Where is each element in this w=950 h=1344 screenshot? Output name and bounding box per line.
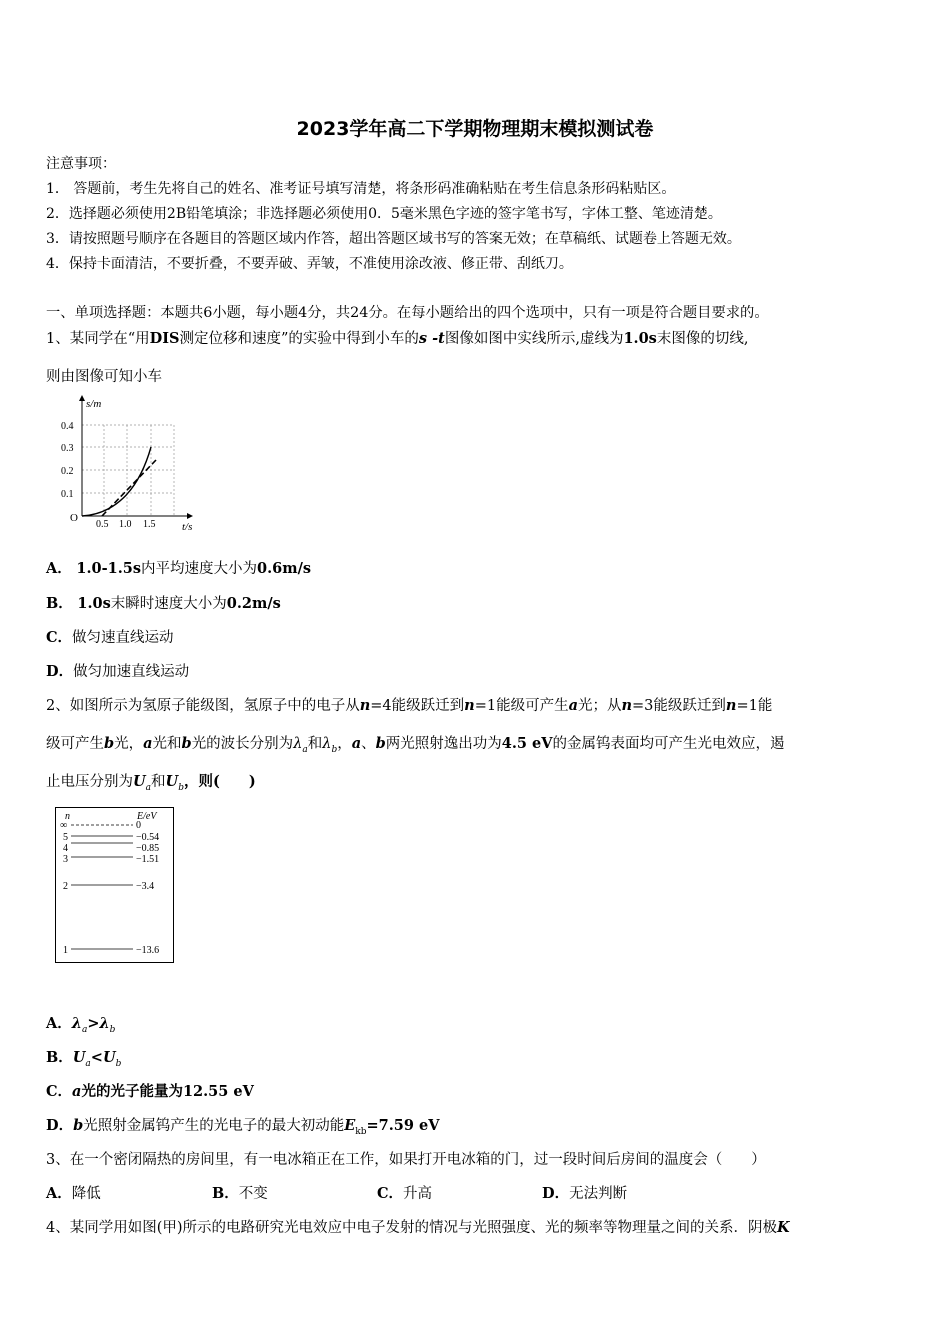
- q2-stem-line2: [46, 732, 785, 755]
- q1-text: 末图像的切线,: [656, 331, 749, 347]
- notice-item: 4．保持卡面清洁，不要折叠，不要弄破、弄皱，不准使用涂改液、修正带、刮纸刀。: [46, 256, 573, 272]
- option-letter: C．: [377, 1185, 404, 1202]
- q2-level-n: 2: [63, 881, 68, 892]
- q3-option-d: [542, 1182, 627, 1203]
- q1-stem-line2: 则由图像可知小车: [46, 369, 162, 385]
- q2-n-label: n: [65, 811, 70, 822]
- option-var: U: [72, 1049, 86, 1066]
- q1-st-curve: [82, 447, 151, 516]
- notice-item: 3．请按照题号顺序在各题目的答题区域内作答，超出答题区域书写的答案无效；在草稿纸、试题卷上答题无效。: [46, 231, 741, 247]
- option-letter: A．: [46, 1185, 72, 1202]
- q1-tangent-line: [102, 460, 156, 516]
- q2-level-n: ∞: [60, 820, 68, 831]
- q1-option-d: [46, 660, 189, 681]
- q2-text: =4能级跃迁到: [370, 698, 465, 714]
- q1-text: 1、某同学在“用: [46, 331, 150, 347]
- q1-text: 测定位移和速度”的实验中得到小车的: [179, 331, 419, 347]
- q2-text: 止电压分别为: [46, 774, 133, 790]
- q2-text: ，: [337, 736, 352, 752]
- q2-value: 4.5 eV: [501, 735, 553, 752]
- q2-var: λ: [322, 736, 332, 752]
- q4-stem: [46, 1216, 790, 1237]
- q1-option-c: [46, 626, 174, 647]
- option-text: 不变: [238, 1186, 268, 1202]
- q2-text: 的金属钨表面均可产生光电效应，遏: [552, 736, 785, 752]
- q2-var: U: [133, 773, 146, 790]
- option-var: a: [72, 1083, 82, 1100]
- option-letter: B．: [46, 595, 73, 612]
- q1-origin: O: [70, 512, 78, 524]
- q2-level-e: −0.85: [136, 843, 160, 854]
- q2-var: λ: [293, 736, 303, 752]
- option-text: 光照射金属钨产生的光电子的最大初动能: [83, 1118, 345, 1134]
- option-letter: D．: [46, 1117, 74, 1134]
- q2-var: b: [375, 735, 386, 752]
- option-sub: a: [85, 1058, 91, 1069]
- q2-var: a: [351, 735, 362, 752]
- q2-energy-level-diagram: [55, 807, 175, 965]
- q1-option-b: [46, 592, 281, 613]
- option-text: 光的光子能量为12.55 eV: [81, 1083, 254, 1100]
- q1-ytick: 0.1: [61, 489, 74, 500]
- q2-level-e: −13.6: [136, 945, 160, 956]
- q2-text: 和: [151, 774, 166, 790]
- q2-text: 级可产生: [46, 736, 104, 752]
- q2-stem-line3: [46, 770, 256, 793]
- option-var: λ: [71, 1015, 82, 1032]
- notice-item: 2．选择题必须使用2B铅笔填涂；非选择题必须使用0．5毫米黑色字迹的签字笔书写，字体工整、笔迹清楚。: [46, 206, 722, 222]
- q2-var: a: [143, 735, 153, 752]
- notice-heading: 注意事项：: [46, 156, 116, 172]
- option-var: E: [344, 1117, 356, 1134]
- q1-st: s -t: [418, 330, 445, 347]
- option-letter: A．: [46, 560, 72, 577]
- q1-ytick: 0.3: [61, 443, 74, 454]
- q2-text: 光；从: [577, 698, 622, 714]
- option-letter: C．: [46, 1083, 73, 1100]
- q2-sub: b: [331, 744, 338, 755]
- q2-level-e: −1.51: [136, 854, 160, 865]
- option-sub: a: [81, 1024, 88, 1035]
- q4-var: K: [777, 1219, 790, 1236]
- q2-text: ，则( ): [183, 773, 256, 790]
- q2-text: 、: [361, 736, 376, 752]
- q2-level-e: −0.54: [136, 832, 160, 843]
- option-letter: C．: [46, 629, 73, 646]
- q2-sub: a: [145, 782, 152, 793]
- q2-stem-line1: [46, 694, 772, 715]
- q1-time: 1.0s: [623, 330, 657, 347]
- option-var: >λ: [87, 1015, 110, 1032]
- q1-xlabel: t/s: [182, 521, 193, 533]
- option-text: =7.59 eV: [366, 1117, 440, 1134]
- option-letter: A．: [46, 1015, 72, 1032]
- notice-item: 1． 答题前，考生先将自己的姓名、准考证号填写清楚，将条形码准确粘贴在考生信息条形码粘贴区。: [46, 181, 676, 197]
- option-text: 做匀速直线运动: [72, 630, 174, 646]
- q2-level-n: 5: [63, 832, 68, 843]
- q1-xtick: 1.5: [143, 519, 156, 530]
- q1-option-a: [46, 557, 311, 578]
- q2-var: a: [568, 697, 578, 714]
- q2-level-n: 4: [63, 843, 68, 854]
- q3-option-b: [212, 1182, 268, 1203]
- q4-text: 4、某同学用如图(甲)所示的电路研究光电效应中电子发射的情况与光照强度、光的频率等物理量之间的关系．阴极: [46, 1220, 778, 1236]
- q1-st-graph: [58, 393, 198, 533]
- q1-stem-line1: [46, 327, 748, 348]
- q1-ylabel: s/m: [86, 398, 102, 410]
- q2-option-d: [46, 1114, 440, 1137]
- q2-text: 2、如图所示为氢原子能级图，氢原子中的电子从: [46, 698, 360, 714]
- option-value: 0.2m/s: [226, 595, 281, 612]
- q2-option-b: [46, 1046, 121, 1069]
- option-letter: D．: [542, 1185, 570, 1202]
- q1-dis: DIS: [149, 330, 180, 347]
- q2-e-label: E/eV: [137, 811, 157, 822]
- q2-var: n: [464, 697, 475, 714]
- q2-level-n: 3: [63, 854, 68, 865]
- q2-sub: b: [178, 782, 184, 793]
- q3-option-c: [377, 1182, 432, 1203]
- option-letter: D．: [46, 663, 74, 680]
- q1-xtick: 1.0: [119, 519, 132, 530]
- option-letter: B．: [212, 1185, 239, 1202]
- q2-text: 光的波长分别为: [191, 736, 294, 752]
- section-heading: 一、单项选择题：本题共6小题，每小题4分，共24分。在每小题给出的四个选项中，只有一项是符合题目要求的。: [46, 305, 769, 321]
- q2-level-n: 1: [63, 945, 68, 956]
- option-var: <U: [90, 1049, 116, 1066]
- option-letter: B．: [46, 1049, 73, 1066]
- q2-sub: a: [302, 744, 308, 755]
- option-var: b: [73, 1117, 84, 1134]
- option-text: 末瞬时速度大小为: [110, 596, 227, 612]
- q2-text: =1能级可产生: [474, 698, 569, 714]
- q3-option-a: [46, 1182, 101, 1203]
- q2-level-e: 0: [136, 820, 141, 831]
- q2-text: 和: [307, 736, 323, 752]
- q3-stem: 3、在一个密闭隔热的房间里，有一电冰箱正在工作，如果打开电冰箱的门，过一段时间后房间的温度会（ ）: [46, 1152, 766, 1168]
- option-value: 0.6m/s: [257, 560, 312, 577]
- q1-text: 图像如图中实线所示,虚线为: [444, 331, 624, 347]
- q1-ytick: 0.4: [61, 421, 74, 432]
- q2-text: 两光照射逸出功为: [385, 736, 502, 752]
- page-title: 2023学年高二下学期物理期末模拟测试卷: [296, 118, 654, 140]
- q2-var: b: [181, 735, 192, 752]
- q1-grid: [82, 425, 174, 516]
- option-value: 1.0s: [77, 595, 111, 612]
- q1-ytick: 0.2: [61, 466, 74, 477]
- option-sub: kb: [355, 1126, 367, 1137]
- q2-var: n: [359, 697, 371, 714]
- q2-var: b: [104, 735, 115, 752]
- q2-level-e: −3.4: [136, 881, 155, 892]
- option-text: 内平均速度大小为: [141, 561, 258, 577]
- q2-option-a: [46, 1012, 115, 1035]
- option-sub: b: [115, 1058, 122, 1069]
- q2-option-c: [46, 1080, 254, 1101]
- option-text: 降低: [71, 1186, 101, 1202]
- q2-text: 光和: [152, 736, 182, 752]
- option-text: 升高: [403, 1186, 433, 1202]
- q2-var: n: [621, 697, 633, 714]
- option-value: 1.0-1.5s: [76, 560, 142, 577]
- q2-var: n: [725, 697, 737, 714]
- q2-text: =3能级跃迁到: [632, 698, 726, 714]
- q2-var: U: [165, 773, 179, 790]
- option-text: 做匀加速直线运动: [73, 664, 190, 680]
- q2-text: =1能: [736, 698, 773, 714]
- q1-xtick: 0.5: [96, 519, 109, 530]
- q2-text: 光，: [114, 736, 144, 752]
- option-sub: b: [109, 1024, 116, 1035]
- option-text: 无法判断: [569, 1186, 628, 1202]
